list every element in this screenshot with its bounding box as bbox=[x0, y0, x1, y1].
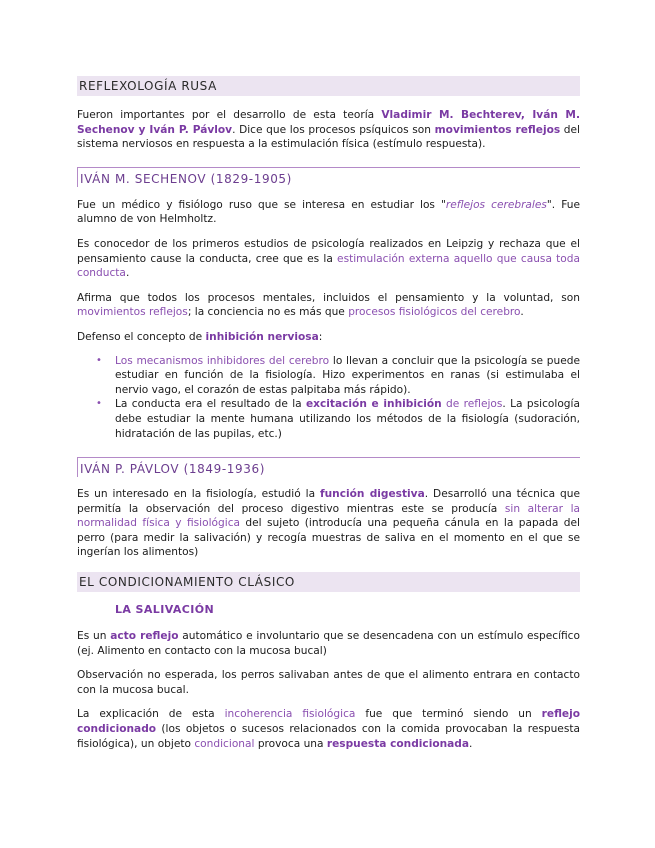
highlight-mecanismos-inhibidores: Los mecanismos inhibidores del cerebro bbox=[115, 354, 330, 367]
bullet-icon: • bbox=[96, 398, 102, 410]
section-heading-reflexologia: REFLEXOLOGÍA RUSA bbox=[77, 76, 580, 96]
highlight-respuesta-condicionada: respuesta condicionada bbox=[326, 737, 470, 750]
text: Es un interesado en la fisiología, estudió la bbox=[77, 488, 321, 501]
text: . La psicología debe estudiar la mente humana utilizando los métodos de la fisiología (sudoración, hidratación de las pupilas, etc.) bbox=[115, 398, 580, 440]
list-item bbox=[77, 397, 580, 441]
text: Afirma que todos los procesos mentales, incluidos el pensamiento y la voluntad, son bbox=[77, 291, 580, 304]
text: (los objetos o sucesos relacionados con la comida provocaban la respuesta fisiológica), un objeto bbox=[77, 723, 580, 750]
section-heading-sechenov: IVÁN M. SECHENOV (1829-1905) bbox=[77, 167, 580, 187]
highlight-estimulacion-externa: estimulación externa aquello que causa toda conducta bbox=[77, 252, 581, 280]
text: . Desarrolló una técnica que permitía la observación del proceso digestivo mientras este se producía bbox=[77, 488, 580, 515]
paragraph-salivacion-3 bbox=[77, 707, 580, 751]
text: . bbox=[125, 267, 130, 280]
highlight-condicional: condicional bbox=[194, 737, 255, 750]
highlight-inhibicion-nerviosa: inhibición nerviosa bbox=[205, 330, 319, 343]
text: provoca una bbox=[254, 737, 327, 750]
highlight-de-reflejos: de reflejos bbox=[441, 398, 503, 411]
paragraph-salivacion-2 bbox=[77, 668, 580, 697]
paragraph-sechenov-4 bbox=[77, 330, 580, 345]
text: ". Fue alumno de von Helmholtz. bbox=[77, 198, 580, 226]
subheading-salivacion: LA SALIVACIÓN bbox=[115, 603, 215, 617]
text: . Dice que los procesos psíquicos son bbox=[232, 123, 435, 136]
text: lo llevan a concluir que la psicología se puede estudiar en función de la fisiología. Hizo experimentos en ranas (si estimulaba el nervio vago, el corazón de estas palpitaba más rápido). bbox=[115, 354, 581, 396]
paragraph-intro bbox=[77, 108, 580, 152]
text: ; la conciencia no es más que bbox=[187, 306, 349, 319]
highlight-funcion-digestiva: función digestiva bbox=[320, 488, 425, 501]
highlight-authors: Vladimir M. Bechterev, Iván M. Sechenov y Iván P. Pávlov bbox=[77, 109, 580, 136]
text: Es conocedor de los primeros estudios de psicología realizados en Leipzig y rechaza que el pensamiento cause la conducta, cree que es la bbox=[77, 237, 580, 265]
text: Fue un médico y fisiólogo ruso que se interesa en estudiar los " bbox=[77, 198, 446, 211]
text: Observación no esperada, los perros salivaban antes de que el alimento entrara en contacto con la mucosa bucal. bbox=[77, 669, 580, 696]
list-item bbox=[77, 354, 580, 398]
text: Fueron importantes por el desarrollo de esta teoría bbox=[77, 109, 382, 121]
text: fue que terminó siendo un bbox=[355, 708, 542, 721]
highlight-acto-reflejo: acto reflejo bbox=[110, 630, 179, 643]
paragraph-pavlov bbox=[77, 487, 580, 560]
section-heading-condicionamiento: EL CONDICIONAMIENTO CLÁSICO bbox=[77, 572, 580, 592]
text: Es un bbox=[77, 630, 111, 643]
text: Defenso el concepto de bbox=[77, 330, 206, 343]
text: . bbox=[469, 737, 473, 750]
highlight-procesos-fisiologicos: procesos fisiológicos del cerebro bbox=[348, 306, 521, 319]
text: : bbox=[318, 330, 323, 343]
highlight-movimientos-reflejos: movimientos reflejos bbox=[434, 123, 561, 136]
section-heading-pavlov: IVÁN P. PÁVLOV (1849-1936) bbox=[77, 457, 580, 477]
text: La explicación de esta bbox=[77, 708, 225, 721]
text: del sistema nerviosos en respuesta a la estimulación física (estímulo respuesta). bbox=[77, 123, 580, 151]
bullet-list-inhibicion bbox=[77, 354, 580, 442]
text: . bbox=[520, 306, 524, 319]
text: automático e involuntario que se desencadena con un estímulo específico (ej. Alimento en contacto con la mucosa bucal) bbox=[77, 630, 580, 657]
paragraph-sechenov-2 bbox=[77, 237, 580, 281]
highlight-reflejo-condicionado: reflejo condicionado bbox=[77, 708, 581, 736]
highlight-sin-alterar: sin alterar la normalidad física y fisiológica bbox=[77, 502, 580, 530]
bullet-icon: • bbox=[96, 354, 102, 366]
document-content bbox=[77, 76, 580, 751]
highlight-incoherencia-fisiologica: incoherencia fisiológica bbox=[224, 708, 356, 721]
highlight-excitacion-inhibicion: excitación e inhibición bbox=[305, 398, 442, 411]
paragraph-sechenov-1 bbox=[77, 198, 580, 227]
text: La conducta era el resultado de la bbox=[115, 398, 306, 411]
highlight-reflejos-cerebrales: reflejos cerebrales bbox=[445, 198, 547, 211]
highlight-movimientos-reflejos: movimientos reflejos bbox=[77, 306, 188, 319]
paragraph-salivacion-1 bbox=[77, 629, 580, 658]
paragraph-sechenov-3 bbox=[77, 291, 580, 320]
text: del sujeto (introducía una pequeña cánula en la papada del perro (para medir la salivación) y recogía muestras de saliva en el momento en el que se ingerían los alimentos) bbox=[77, 517, 580, 559]
